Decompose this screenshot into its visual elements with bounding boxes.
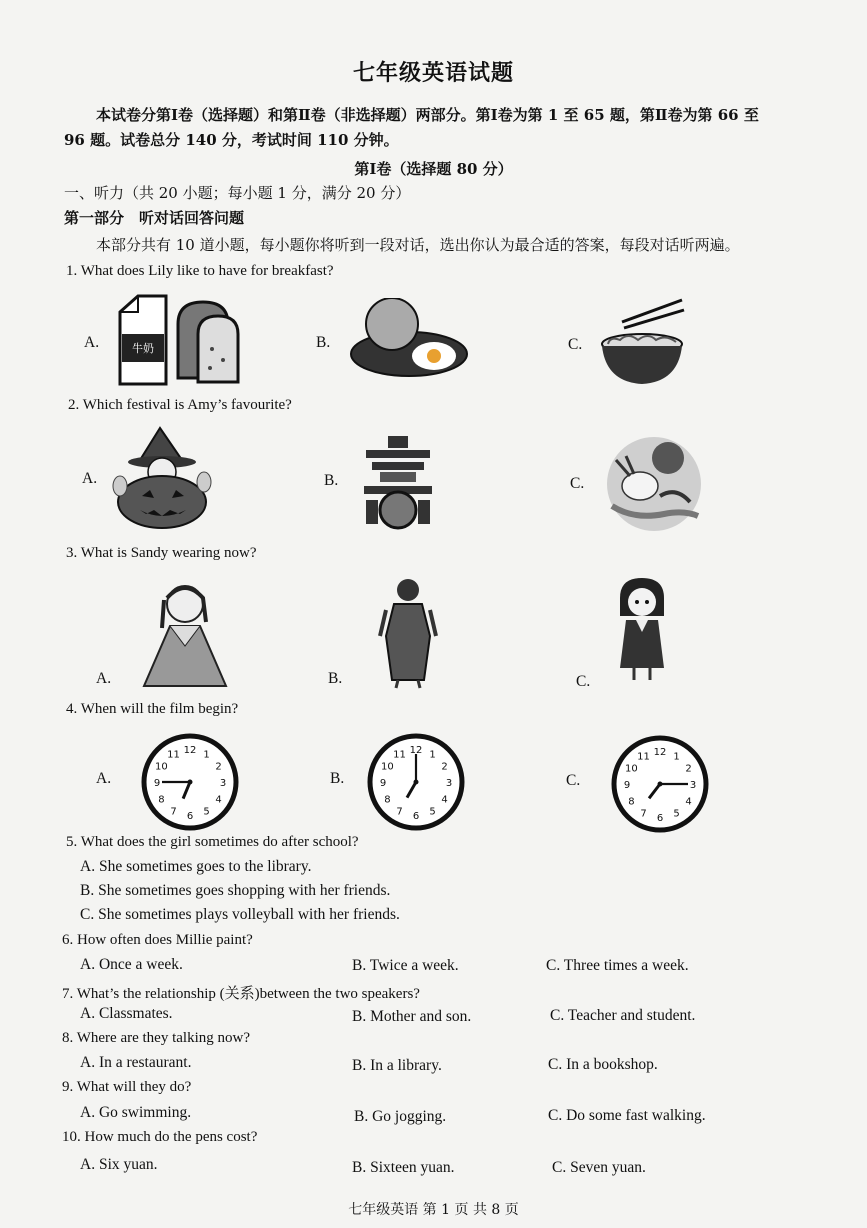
clock-number: 7 (396, 806, 403, 818)
clock-number: 6 (186, 811, 194, 822)
clock-number: 1 (673, 751, 680, 763)
clock-number: 8 (158, 794, 165, 806)
clock-face (610, 734, 710, 834)
q8-option-a[interactable]: A. In a restaurant. (80, 1054, 192, 1071)
clock-number: 10 (625, 763, 638, 775)
clock-c-icon (610, 734, 710, 834)
q2-option-a-label[interactable]: A. (82, 470, 98, 487)
q1-option-c-label[interactable]: C. (568, 336, 583, 353)
part-heading: 第一部分 听对话回答问题 (64, 209, 245, 227)
q6-option-b[interactable]: B. Twice a week. (352, 957, 459, 974)
clock-number: 7 (170, 806, 177, 818)
clock-number: 12 (409, 745, 423, 756)
clock-number: 9 (153, 778, 161, 789)
clock-number: 5 (673, 808, 680, 820)
noodle-bowl-icon (598, 296, 686, 388)
clock-number: 11 (393, 749, 406, 761)
clock-center (414, 780, 419, 785)
q4-option-c-label[interactable]: C. (566, 772, 581, 789)
q9-option-c[interactable]: C. Do some fast walking. (548, 1107, 706, 1124)
q5-option-a[interactable]: A. She sometimes goes to the library. (80, 858, 312, 875)
intro-line-2: 96 题。试卷总分 140 分，考试时间 110 分钟。 (64, 131, 399, 149)
q9-option-b[interactable]: B. Go jogging. (354, 1108, 447, 1125)
clock-number: 8 (384, 794, 391, 806)
milk-and-bread-icon (108, 294, 243, 386)
clock-number: 3 (445, 778, 453, 789)
clock-number: 5 (203, 806, 210, 818)
q7-option-a[interactable]: A. Classmates. (80, 1005, 173, 1022)
halloween-pumpkin-icon (110, 426, 214, 530)
qipao-woman-icon (378, 576, 438, 690)
intro-line-1: 本试卷分第Ⅰ卷（选择题）和第Ⅱ卷（非选择题）两部分。第Ⅰ卷为第 1 至 65 题，第Ⅱ卷为第 66 至 (96, 106, 759, 124)
question-10-text: 10. How much do the pens cost? (62, 1129, 258, 1145)
clock-b-icon (366, 732, 466, 832)
question-6-text: 6. How often does Millie paint? (62, 932, 253, 948)
volume-heading: 第Ⅰ卷（选择题 80 分） (354, 160, 513, 178)
q1-option-a-label[interactable]: A. (84, 334, 100, 351)
clock-number: 4 (215, 794, 222, 806)
q7-option-c[interactable]: C. Teacher and student. (550, 1007, 696, 1024)
q6-option-a[interactable]: A. Once a week. (80, 956, 183, 973)
clock-number: 3 (689, 780, 697, 791)
q9-option-a[interactable]: A. Go swimming. (80, 1104, 192, 1121)
clock-number: 4 (441, 794, 448, 806)
clock-number: 6 (656, 813, 664, 824)
q4-option-b-label[interactable]: B. (330, 770, 345, 787)
section-heading: 一、听力（共 20 小题；每小题 1 分，满分 20 分） (64, 184, 411, 202)
question-2-text: 2. Which festival is Amy’s favourite? (68, 397, 292, 413)
clock-face (366, 732, 466, 832)
question-3-text: 3. What is Sandy wearing now? (66, 545, 257, 561)
clock-number: 12 (653, 747, 667, 758)
q10-option-c[interactable]: C. Seven yuan. (552, 1159, 646, 1176)
question-7-text: 7. What’s the relationship (关系)between the two speakers? (62, 986, 420, 1002)
clock-number: 3 (219, 778, 227, 789)
clock-number: 8 (628, 796, 635, 808)
part-instructions: 本部分共有 10 道小题，每小题你将听到一段对话，选出你认为最合适的答案，每段对话听两遍。 (96, 236, 740, 254)
q5-option-c[interactable]: C. She sometimes plays volleyball with her friends. (80, 906, 400, 923)
q7-option-b[interactable]: B. Mother and son. (352, 1008, 472, 1025)
mid-autumn-rabbit-icon (604, 436, 704, 532)
q5-option-b[interactable]: B. She sometimes goes shopping with her friends. (80, 882, 391, 899)
clock-number: 7 (640, 808, 647, 820)
q10-option-a[interactable]: A. Six yuan. (80, 1156, 158, 1173)
clock-number: 10 (381, 761, 394, 773)
q2-option-b-label[interactable]: B. (324, 472, 339, 489)
q1-option-b-label[interactable]: B. (316, 334, 331, 351)
clock-number: 6 (412, 811, 420, 822)
question-4-text: 4. When will the film begin? (66, 701, 239, 717)
clock-center (188, 780, 193, 785)
milk-label: 牛奶 (132, 342, 154, 355)
clock-number: 5 (429, 806, 436, 818)
clock-a-icon (140, 732, 240, 832)
question-1-text: 1. What does Lily like to have for breakfast? (66, 263, 334, 279)
clock-number: 1 (429, 749, 436, 761)
question-5-text: 5. What does the girl sometimes do after school? (66, 834, 359, 850)
q4-option-a-label[interactable]: A. (96, 770, 112, 787)
q6-option-c[interactable]: C. Three times a week. (546, 957, 689, 974)
question-8-text: 8. Where are they talking now? (62, 1030, 250, 1046)
clock-center (658, 782, 663, 787)
school-uniform-girl-icon (610, 576, 674, 686)
egg-plate-icon (348, 298, 470, 380)
clock-number: 9 (623, 780, 631, 791)
clock-number: 2 (441, 761, 448, 773)
clock-number: 12 (183, 745, 197, 756)
q3-option-a-label[interactable]: A. (96, 670, 112, 687)
clock-number: 9 (379, 778, 387, 789)
q3-option-c-label[interactable]: C. (576, 673, 591, 690)
clock-number: 11 (167, 749, 180, 761)
clock-number: 1 (203, 749, 210, 761)
spring-festival-symbol-icon (358, 434, 438, 530)
hanfu-girl-icon (140, 582, 230, 690)
q2-option-c-label[interactable]: C. (570, 475, 585, 492)
clock-number: 2 (215, 761, 222, 773)
question-9-text: 9. What will they do? (62, 1079, 192, 1095)
clock-face (140, 732, 240, 832)
q8-option-b[interactable]: B. In a library. (352, 1057, 442, 1074)
clock-number: 4 (685, 796, 692, 808)
q8-option-c[interactable]: C. In a bookshop. (548, 1056, 658, 1073)
page-title: 七年级英语试题 (352, 60, 514, 86)
clock-number: 10 (155, 761, 168, 773)
clock-number: 2 (685, 763, 692, 775)
clock-number: 11 (637, 751, 650, 763)
q10-option-b[interactable]: B. Sixteen yuan. (352, 1159, 455, 1176)
page-footer: 七年级英语 第 1 页 共 8 页 (348, 1202, 519, 1218)
q3-option-b-label[interactable]: B. (328, 670, 343, 687)
